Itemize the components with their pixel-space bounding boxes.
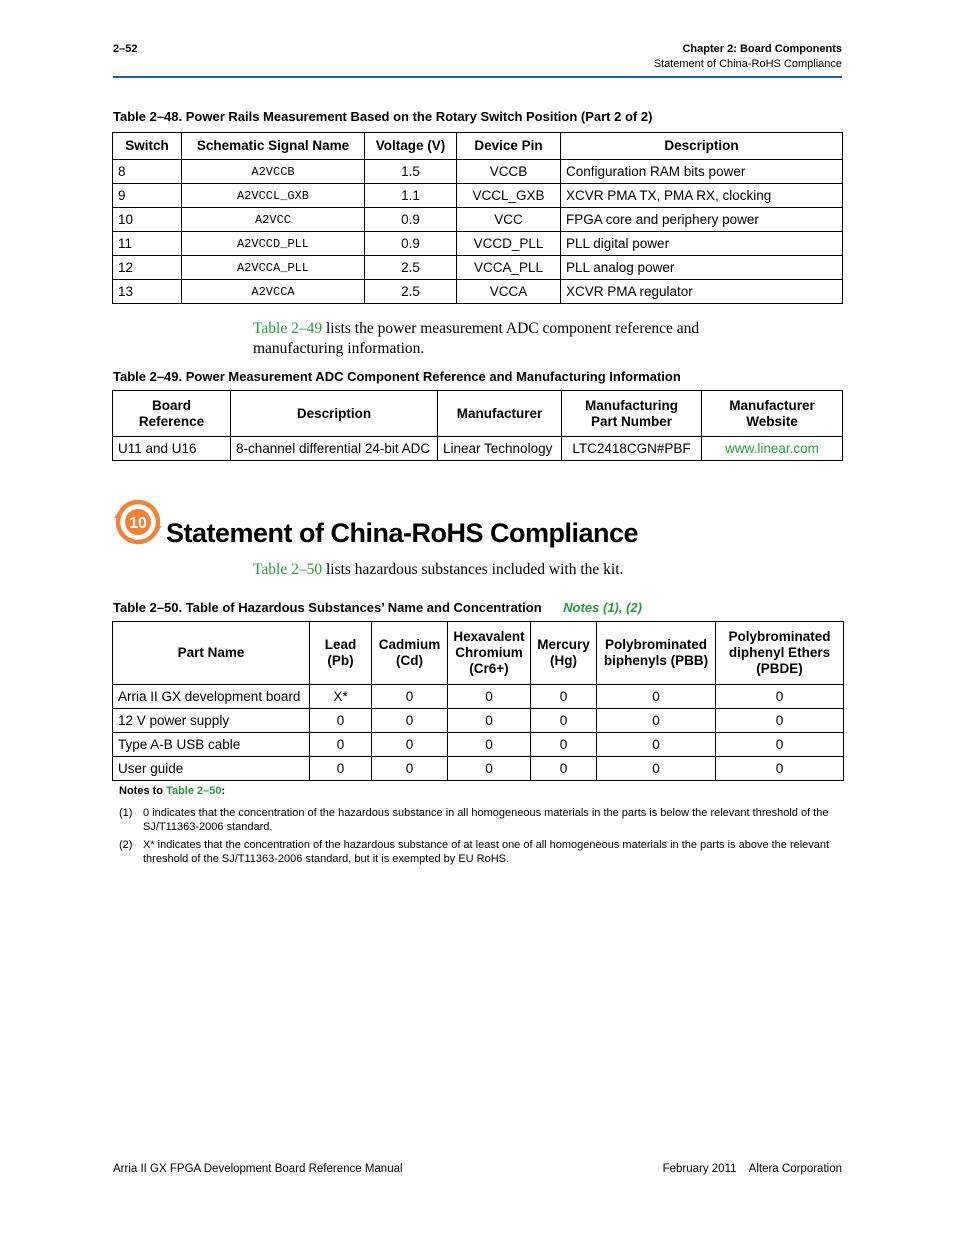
paragraph-text: lists hazardous substances included with the kit. — [322, 561, 624, 578]
table-row — [113, 232, 843, 256]
cell-switch: 12 — [113, 256, 182, 280]
cell-switch: 11 — [113, 232, 182, 256]
table-2-49-link[interactable]: Table 2–49 — [253, 320, 323, 337]
table50-header: Mercury (Hg) — [531, 622, 597, 685]
cell-pbb: 0 — [597, 757, 716, 781]
table48 — [112, 132, 843, 304]
notes-table-link[interactable]: Table 2–50 — [166, 785, 222, 797]
cell-device-pin: VCCA_PLL — [457, 256, 561, 280]
note-number: (1) — [119, 807, 133, 819]
cell-lead: 0 — [310, 709, 372, 733]
cell-voltage: 0.9 — [365, 208, 457, 232]
table49-caption: Table 2–49. Power Measurement ADC Component Reference and Manufacturing Information — [113, 369, 681, 384]
cell-mercury: 0 — [531, 685, 597, 709]
page-number: 2–52 — [113, 43, 138, 55]
header-rule — [113, 76, 842, 78]
cell-signal: A2VCCA — [182, 280, 365, 304]
cell-device-pin: VCCA — [457, 280, 561, 304]
cell-cadmium: 0 — [372, 685, 448, 709]
table50-header: Lead (Pb) — [310, 622, 372, 685]
cell-chromium: 0 — [448, 709, 531, 733]
table49-header: Manufacturer Website — [702, 391, 843, 437]
cell-pbb: 0 — [597, 733, 716, 757]
table50 — [112, 621, 844, 781]
cell-switch: 10 — [113, 208, 182, 232]
cell-voltage: 1.1 — [365, 184, 457, 208]
cell-part-name: User guide — [113, 757, 310, 781]
cell-voltage: 2.5 — [365, 256, 457, 280]
table48-header: Device Pin — [457, 133, 561, 160]
cell-signal: A2VCCD_PLL — [182, 232, 365, 256]
notes-heading — [119, 785, 225, 797]
note-item — [119, 806, 849, 836]
table-row — [113, 685, 844, 709]
china-rohs-10-icon — [113, 499, 163, 545]
cell-switch: 8 — [113, 160, 182, 184]
note-number: (2) — [119, 839, 133, 851]
cell-mercury: 0 — [531, 757, 597, 781]
table50-header: Cadmium (Cd) — [372, 622, 448, 685]
table48-caption: Table 2–48. Power Rails Measurement Based on the Rotary Switch Position (Part 2 of 2) — [113, 109, 653, 124]
cell-description: PLL digital power — [561, 232, 843, 256]
cell-lead: X* — [310, 685, 372, 709]
cell-cadmium: 0 — [372, 709, 448, 733]
cell-description: XCVR PMA regulator — [561, 280, 843, 304]
cell-pbde: 0 — [716, 709, 844, 733]
cell-part-name: Arria II GX development board — [113, 685, 310, 709]
table-row — [113, 280, 843, 304]
cell-part-name: 12 V power supply — [113, 709, 310, 733]
note-item — [119, 838, 849, 868]
intro-paragraph-table50 — [253, 560, 773, 580]
cell-lead: 0 — [310, 733, 372, 757]
cell-signal: A2VCCB — [182, 160, 365, 184]
table48-header-row — [113, 133, 843, 160]
cell-signal: A2VCC — [182, 208, 365, 232]
table49-header-row — [113, 391, 843, 437]
logo-number: 10 — [129, 515, 147, 532]
table-row — [113, 437, 843, 461]
table-row — [113, 184, 843, 208]
table-row — [113, 208, 843, 232]
table-row — [113, 160, 843, 184]
cell-device-pin: VCCL_GXB — [457, 184, 561, 208]
cell-cadmium: 0 — [372, 733, 448, 757]
cell-signal: A2VCCA_PLL — [182, 256, 365, 280]
table50-header: Hexavalent Chromium (Cr6+) — [448, 622, 531, 685]
cell-switch: 9 — [113, 184, 182, 208]
china-rohs-10-icon-graphic — [113, 499, 163, 545]
table50-header: Polybrominated biphenyls (PBB) — [597, 622, 716, 685]
table48-header: Description — [561, 133, 843, 160]
cell-chromium: 0 — [448, 757, 531, 781]
cell-description: PLL analog power — [561, 256, 843, 280]
table-row — [113, 709, 844, 733]
table50-notes-link[interactable]: Notes (1), (2) — [563, 600, 642, 615]
paragraph-text: lists the power measurement ADC component reference and — [322, 320, 700, 337]
cell-lead: 0 — [310, 757, 372, 781]
cell-signal: A2VCCL_GXB — [182, 184, 365, 208]
cell-description: XCVR PMA TX, PMA RX, clocking — [561, 184, 843, 208]
cell-pbde: 0 — [716, 757, 844, 781]
website-link[interactable]: www.linear.com — [702, 437, 843, 461]
cell-chromium: 0 — [448, 685, 531, 709]
cell-description: FPGA core and periphery power — [561, 208, 843, 232]
cell-voltage: 1.5 — [365, 160, 457, 184]
cell-chromium: 0 — [448, 733, 531, 757]
table49 — [112, 390, 843, 461]
notes-heading-text: Notes to — [119, 785, 167, 797]
table48-header: Schematic Signal Name — [182, 133, 365, 160]
cell-device-pin: VCCB — [457, 160, 561, 184]
table49-header: Board Reference — [113, 391, 231, 437]
notes-heading-suffix: : — [221, 785, 226, 797]
cell-switch: 13 — [113, 280, 182, 304]
cell-device-pin: VCCD_PLL — [457, 232, 561, 256]
cell-pbb: 0 — [597, 709, 716, 733]
footer-manual-title: Arria II GX FPGA Development Board Reference Manual — [113, 1163, 403, 1175]
cell-manufacturer: Linear Technology — [438, 437, 562, 461]
cell-mercury: 0 — [531, 733, 597, 757]
table49-header: Manufacturer — [438, 391, 562, 437]
cell-part-number: LTC2418CGN#PBF — [562, 437, 702, 461]
table49-header: Description — [231, 391, 438, 437]
chapter-title: Chapter 2: Board Components — [682, 43, 842, 55]
note-text: 0 indicates that the concentration of the hazardous substance in all homogeneous materials in the parts is below the relevant threshold of the SJ/T11363-2006 standard. — [143, 807, 829, 833]
note-text: X* indicates that the concentration of the hazardous substance of at least one of all homogeneous materials in the parts is above the relevant threshold of the SJ/T11363-2006 standard, but it is exempted by EU RoHS. — [143, 839, 830, 865]
paragraph-text: manufacturing information. — [253, 340, 425, 357]
table50-header-row — [113, 622, 844, 685]
cell-mercury: 0 — [531, 709, 597, 733]
table49-header: Manufacturing Part Number — [562, 391, 702, 437]
table-row — [113, 757, 844, 781]
cell-pbb: 0 — [597, 685, 716, 709]
table50-caption — [113, 600, 642, 615]
table50-header: Polybrominated diphenyl Ethers (PBDE) — [716, 622, 844, 685]
cell-voltage: 2.5 — [365, 280, 457, 304]
cell-part-name: Type A-B USB cable — [113, 733, 310, 757]
cell-description: 8-channel differential 24-bit ADC — [231, 437, 438, 461]
table-row — [113, 733, 844, 757]
intro-paragraph-table49 — [253, 319, 773, 359]
table48-header: Voltage (V) — [365, 133, 457, 160]
table-2-50-link[interactable]: Table 2–50 — [253, 561, 323, 578]
cell-pbde: 0 — [716, 685, 844, 709]
section-title: Statement of China-RoHS Compliance — [166, 518, 639, 548]
cell-pbde: 0 — [716, 733, 844, 757]
table50-caption-text: Table 2–50. Table of Hazardous Substances’ Name and Concentration — [113, 600, 542, 615]
table48-header: Switch — [113, 133, 182, 160]
cell-description: Configuration RAM bits power — [561, 160, 843, 184]
cell-voltage: 0.9 — [365, 232, 457, 256]
footer-date-company: February 2011 Altera Corporation — [662, 1163, 842, 1175]
section-running-head: Statement of China-RoHS Compliance — [653, 58, 842, 70]
cell-cadmium: 0 — [372, 757, 448, 781]
table50-header: Part Name — [113, 622, 310, 685]
cell-device-pin: VCC — [457, 208, 561, 232]
table-row — [113, 256, 843, 280]
cell-board-reference: U11 and U16 — [113, 437, 231, 461]
